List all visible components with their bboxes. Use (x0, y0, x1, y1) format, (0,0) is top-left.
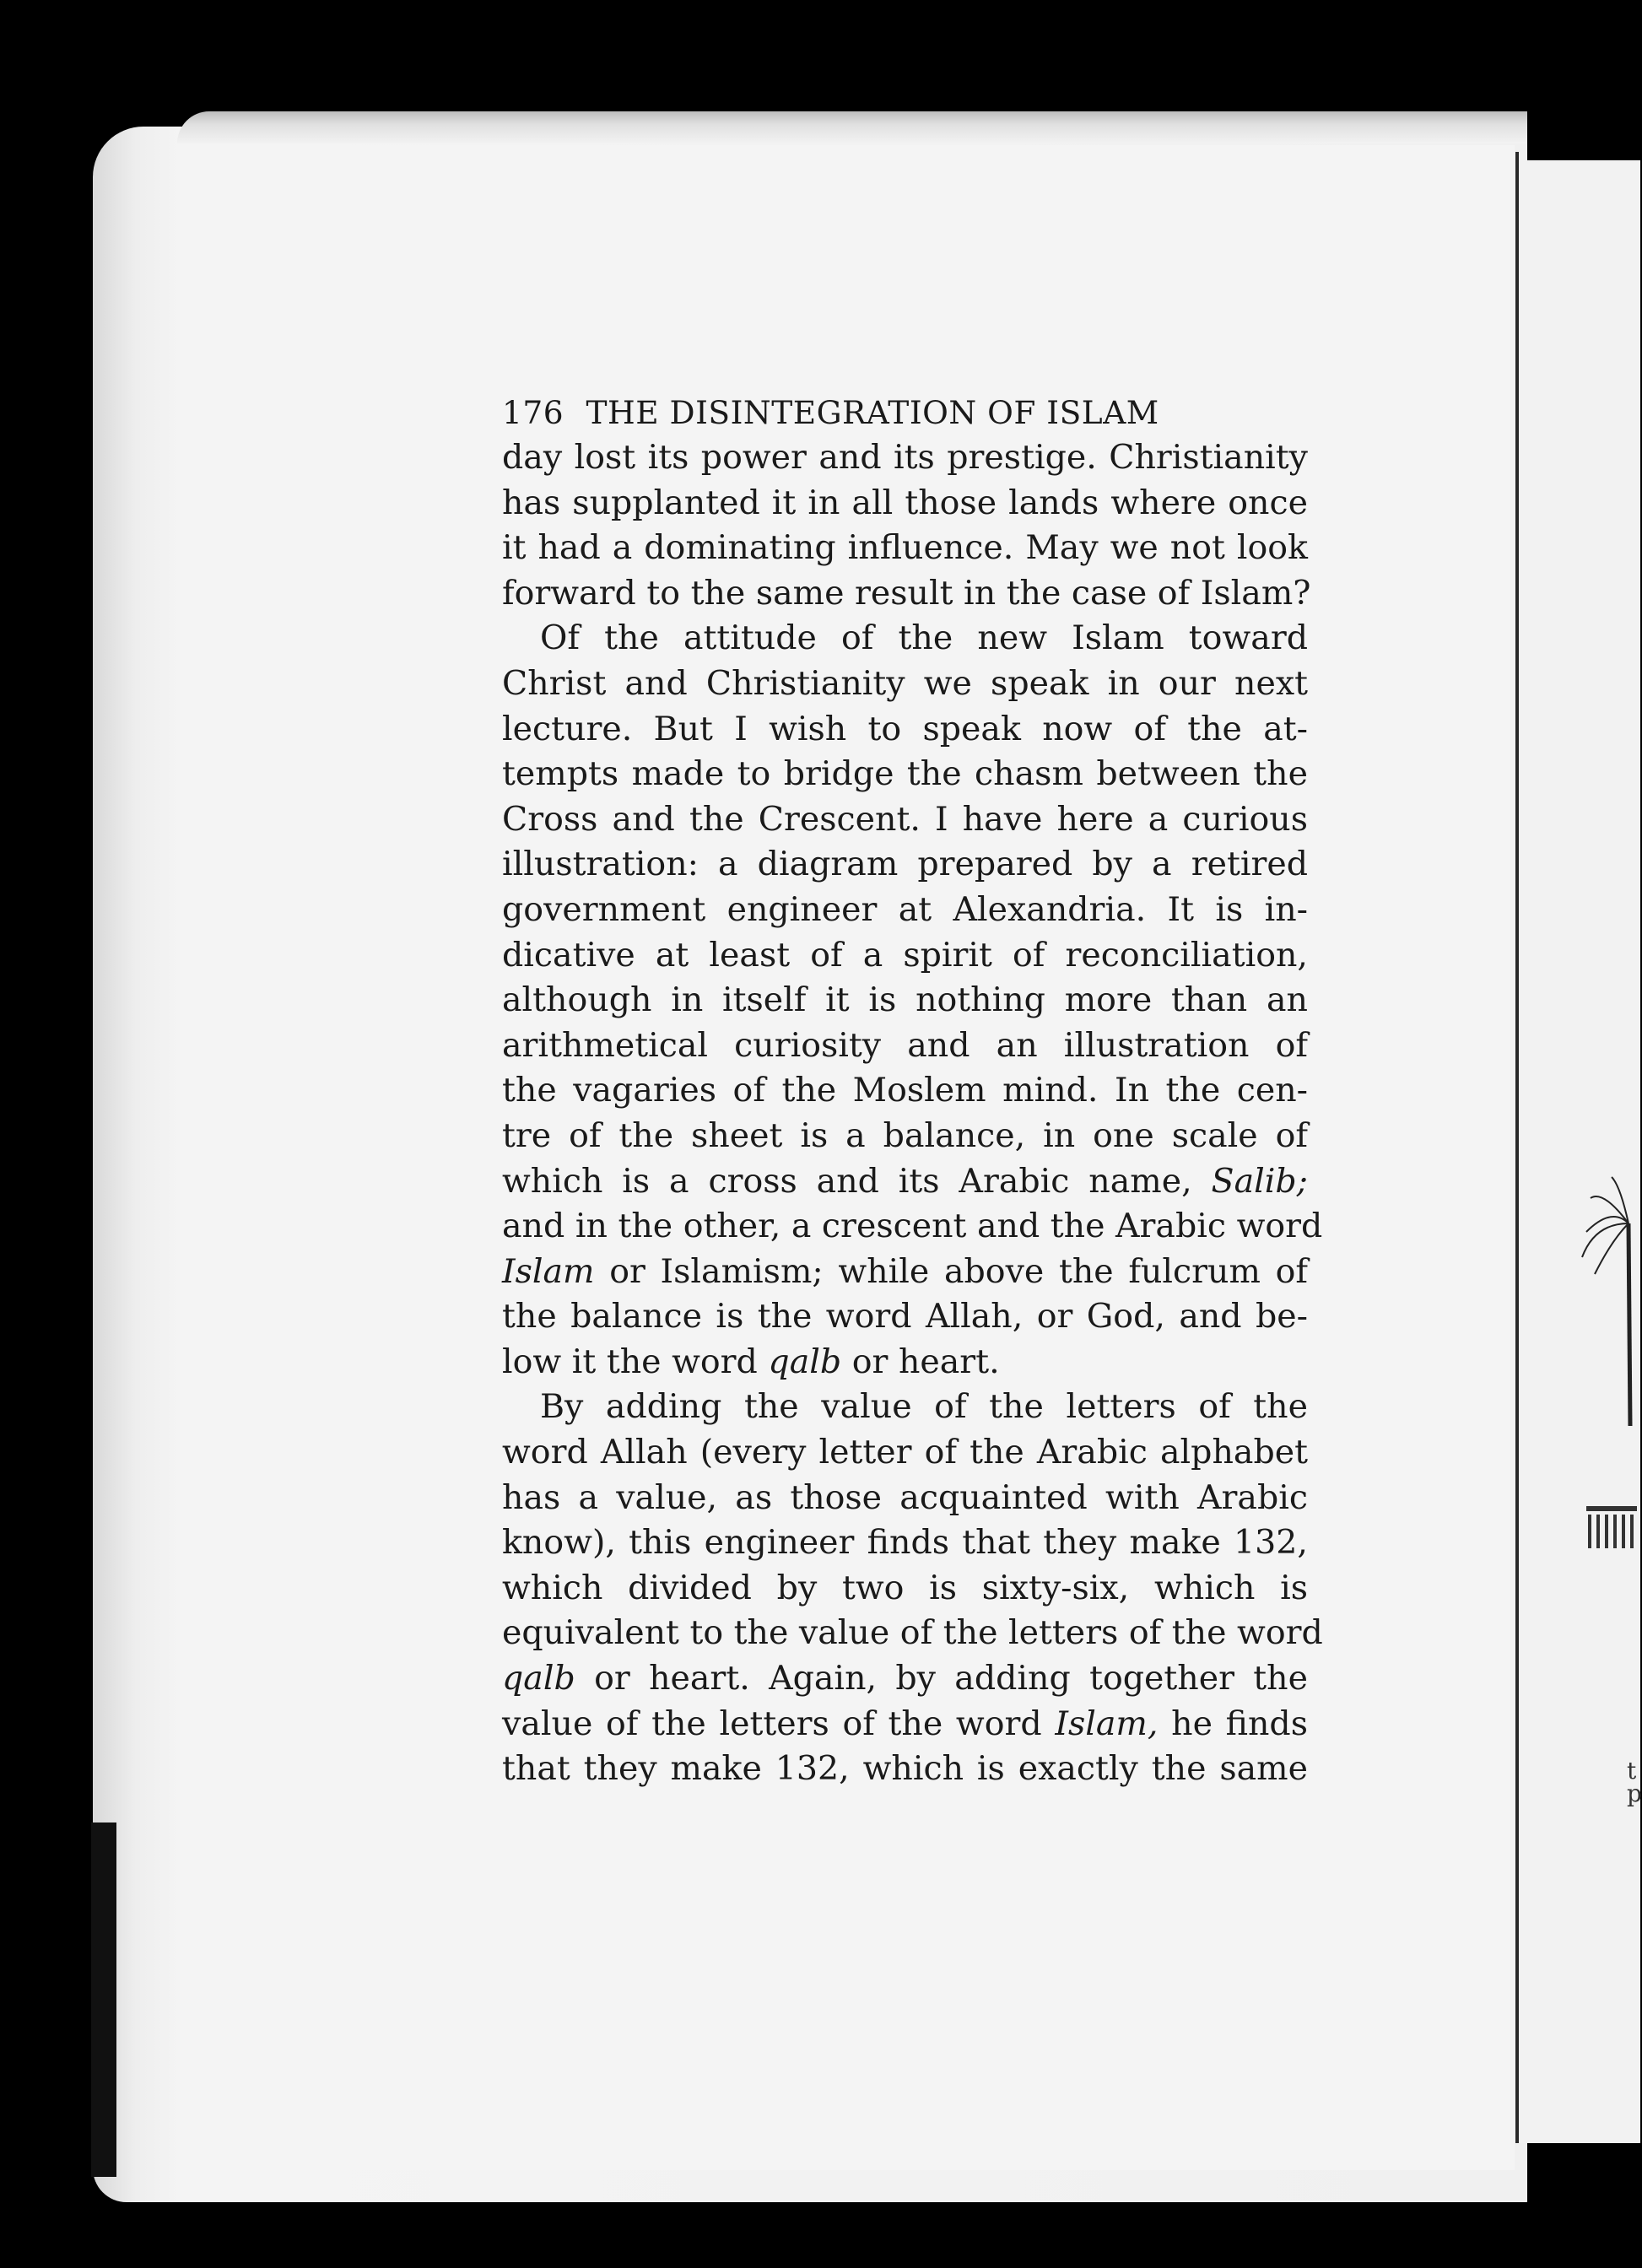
text-run: or heart. (841, 1342, 1000, 1381)
paragraph-3 (502, 1385, 1323, 1791)
text-line: day lost its power and its prestige. Christianity (502, 438, 1308, 477)
text-line: lecture. But I wish to speak now of the at- (502, 709, 1308, 748)
text-run: or heart. Again, by adding together the (575, 1659, 1308, 1698)
text-line: which divided by two is sixty-six, which is (502, 1568, 1308, 1607)
text-line: has supplanted it in all those lands where once (502, 483, 1308, 522)
page-number: 176 (502, 394, 564, 431)
book-spine-shadow (91, 1822, 116, 2177)
text-line (502, 1340, 1308, 1385)
italic-word-qalb: qalb (768, 1342, 842, 1381)
text-line: Cross and the Crescent. I have here a curious (502, 799, 1308, 839)
text-line: tre of the sheet is a balance, in one scale of (502, 1115, 1308, 1155)
right-page-text-fragment: p (1627, 1779, 1642, 1807)
running-head (502, 390, 1308, 435)
page-gutter (1515, 152, 1519, 2143)
text-line: Of the attitude of the new Islam toward (540, 618, 1308, 658)
text-run: he finds (1158, 1704, 1308, 1743)
text-run: low it the word (502, 1342, 769, 1381)
text-line: word Allah (every letter of the Arabic alphabet (502, 1433, 1308, 1472)
italic-word-salib: Salib; (1211, 1161, 1308, 1201)
text-line: government engineer at Alexandria. It is in- (502, 889, 1308, 929)
text-line: has a value, as those acquainted with Arabic (502, 1477, 1308, 1517)
text-line: arithmetical curiosity and an illustration of (502, 1025, 1308, 1065)
text-line: although in itself it is nothing more than an (502, 980, 1308, 1020)
text-line: Christ and Christianity we speak in our next (502, 663, 1308, 703)
text-line (502, 1250, 1308, 1295)
text-line: that they make 132, which is exactly the same (502, 1749, 1308, 1789)
text-line: it had a dominating influence. May we not look (502, 528, 1308, 568)
text-line: dicative at least of a spirit of reconciliation, (502, 935, 1308, 975)
text-line (502, 1656, 1308, 1702)
text-line: equivalent to the value of the letters of the word (502, 1613, 1323, 1653)
page-text (502, 390, 1323, 1792)
paragraph-1 (502, 435, 1311, 616)
text-line: the vagaries of the Moslem mind. In the cen- (502, 1071, 1308, 1110)
right-page (1519, 160, 1640, 2143)
text-line: illustration: a diagram prepared by a retired (502, 845, 1308, 884)
italic-word-islam: Islam, (1055, 1704, 1159, 1743)
text-run: which is a cross and its Arabic name, (502, 1161, 1212, 1201)
text-line: By adding the value of the letters of the (540, 1387, 1308, 1427)
text-line: forward to the same result in the case of Islam? (502, 573, 1311, 613)
paragraph-2 (502, 616, 1323, 1385)
book-top-edge (177, 111, 1527, 143)
text-run: or Islamism; while above the fulcrum of (594, 1251, 1308, 1291)
text-line: and in the other, a crescent and the Arabic word (502, 1207, 1323, 1246)
text-line (502, 1159, 1308, 1205)
italic-word-qalb: qalb (502, 1659, 575, 1698)
text-run: value of the letters of the word (502, 1704, 1056, 1743)
text-line: the balance is the word Allah, or God, and be- (502, 1297, 1308, 1336)
text-line: tempts made to bridge the chasm between the (502, 754, 1308, 794)
italic-word-islam: Islam (502, 1251, 595, 1291)
right-page-text-fragment: t (1627, 1757, 1637, 1785)
running-title: THE DISINTEGRATION OF ISLAM (586, 394, 1159, 431)
palm-tree-illustration-fragment (1578, 1173, 1640, 1578)
text-line (502, 1702, 1308, 1747)
text-line: know), this engineer finds that they make 132, (502, 1523, 1308, 1563)
